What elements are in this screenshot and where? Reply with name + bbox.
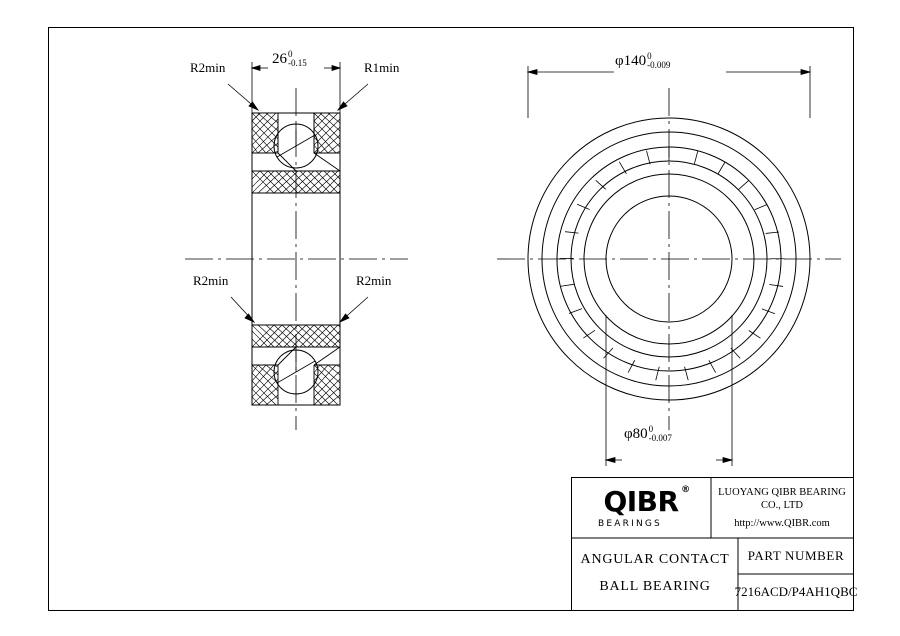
product-type-line2: BALL BEARING — [599, 579, 711, 594]
part-number-label: PART NUMBER — [747, 548, 845, 563]
leader-r2min-top-left — [228, 84, 258, 110]
company-name: LUOYANG QIBR BEARING CO., LTD — [718, 487, 846, 511]
company-info — [711, 478, 853, 538]
product-type — [572, 538, 738, 610]
label-r2min-bottom-right: R2min — [356, 273, 392, 288]
label-r2min-bottom-left: R2min — [193, 273, 229, 288]
brand-tagline: BEARINGS — [598, 518, 662, 529]
brand-logo — [572, 478, 710, 538]
leader-r1min-top-right — [338, 84, 368, 110]
registered-trademark-icon: ® — [681, 484, 690, 495]
label-r1min-top-right: R1min — [364, 60, 400, 75]
part-number-value: 7216ACD/P4AH1QBC — [734, 584, 858, 599]
outer-diameter-label: φ140 0 -0.009 — [615, 51, 671, 71]
leader-r2min-bottom-right — [340, 297, 368, 322]
leader-r2min-bottom-left — [231, 297, 254, 322]
width-dimension-label: 26 0 -0.15 — [272, 49, 307, 69]
product-type-line1: ANGULAR CONTACT — [580, 552, 730, 568]
bore-diameter-label: φ80 0 -0.007 — [624, 424, 672, 444]
company-url: http://www.QIBR.com — [734, 517, 830, 529]
brand-logo-text — [603, 484, 690, 518]
brand-name: QIBR — [603, 484, 679, 518]
label-r2min-top-left: R2min — [190, 60, 226, 75]
